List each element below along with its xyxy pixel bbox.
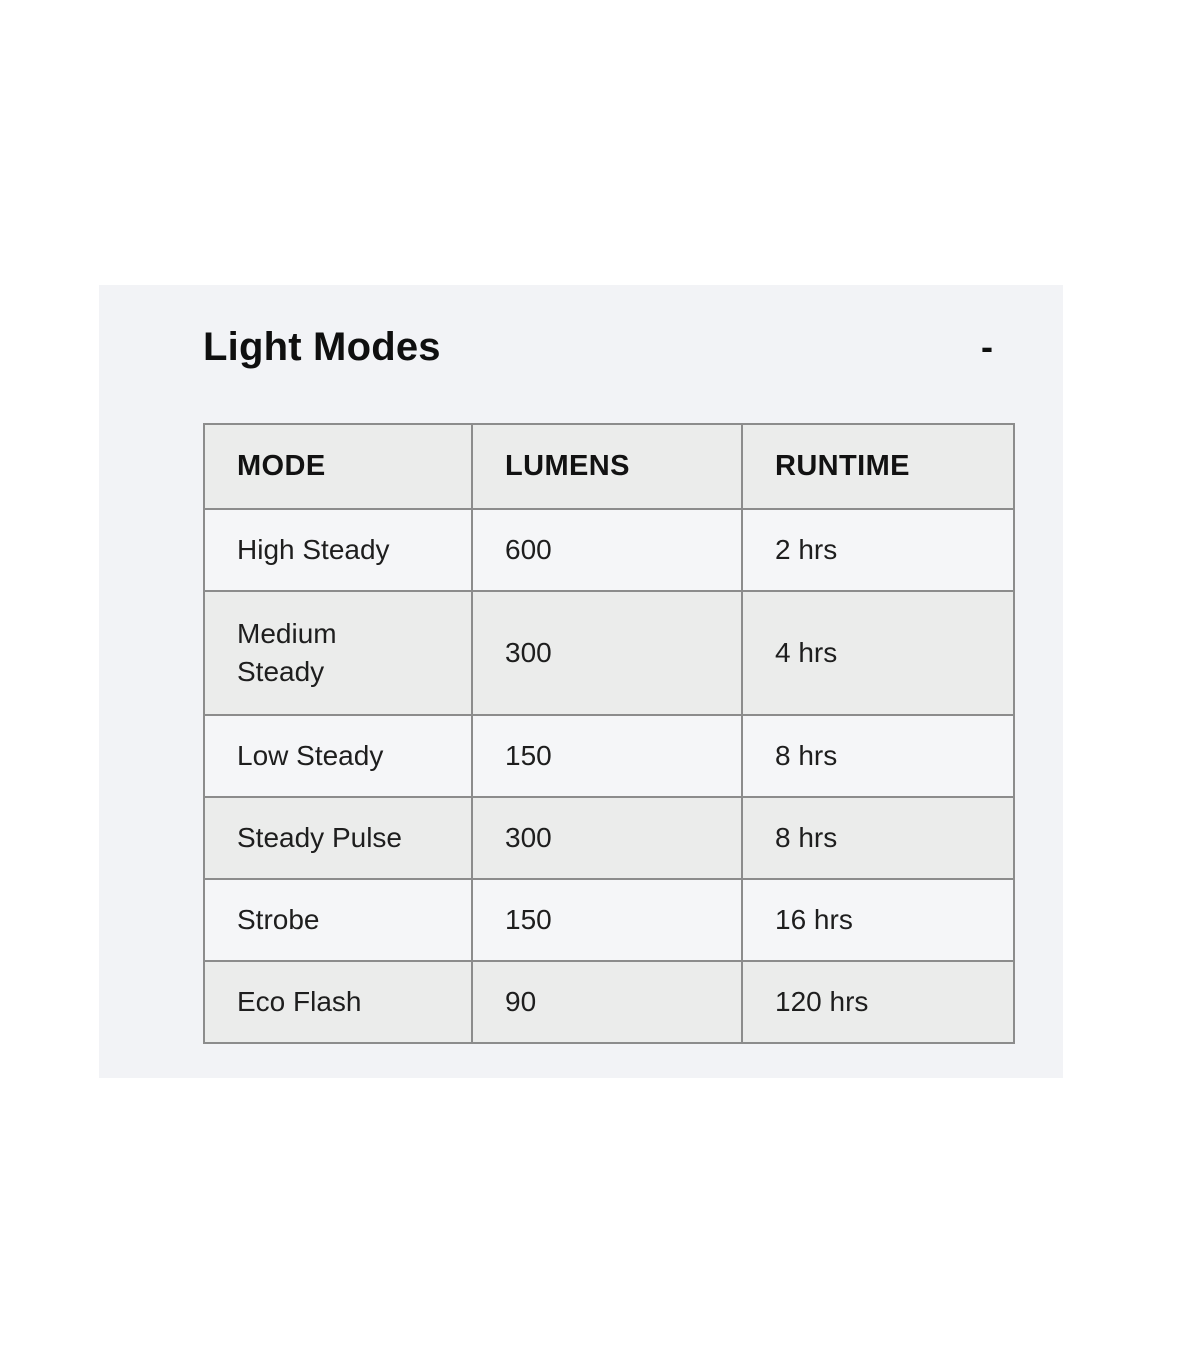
column-header-mode: MODE: [204, 424, 472, 509]
cell-lumens: 600: [472, 509, 742, 591]
table-row: [204, 961, 1014, 1043]
cell-lumens: 150: [472, 715, 742, 797]
mode-label: Eco Flash: [237, 986, 362, 1018]
cell-lumens: 300: [472, 591, 742, 715]
table-row: [204, 715, 1014, 797]
column-header-runtime: RUNTIME: [742, 424, 1014, 509]
cell-runtime: 120 hrs: [742, 961, 1014, 1043]
cell-mode: [204, 961, 472, 1043]
cell-mode: [204, 509, 472, 591]
column-header-lumens: LUMENS: [472, 424, 742, 509]
collapse-minus-icon[interactable]: -: [981, 326, 993, 367]
accordion-header[interactable]: [99, 285, 1063, 371]
cell-runtime: 8 hrs: [742, 797, 1014, 879]
mode-label: Strobe: [237, 904, 320, 936]
cell-mode: [204, 591, 472, 715]
mode-label: Medium Steady: [237, 618, 337, 687]
mode-label: Steady Pulse: [237, 822, 402, 854]
cell-runtime: 8 hrs: [742, 715, 1014, 797]
table-row: [204, 509, 1014, 591]
section-title: Light Modes: [203, 325, 441, 369]
cell-lumens: 150: [472, 879, 742, 961]
cell-runtime: 2 hrs: [742, 509, 1014, 591]
cell-mode: [204, 879, 472, 961]
mode-label: Low Steady: [237, 740, 384, 772]
cell-lumens: 300: [472, 797, 742, 879]
cell-runtime: 4 hrs: [742, 591, 1014, 715]
light-modes-table: [203, 423, 1015, 1044]
light-modes-section: [99, 285, 1063, 1078]
cell-lumens: 90: [472, 961, 742, 1043]
table-header-row: [204, 424, 1014, 509]
cell-runtime: 16 hrs: [742, 879, 1014, 961]
table-row: [204, 591, 1014, 715]
table-row: [204, 879, 1014, 961]
table-row: [204, 797, 1014, 879]
cell-mode: [204, 797, 472, 879]
cell-mode: [204, 715, 472, 797]
mode-label: High Steady: [237, 534, 390, 566]
